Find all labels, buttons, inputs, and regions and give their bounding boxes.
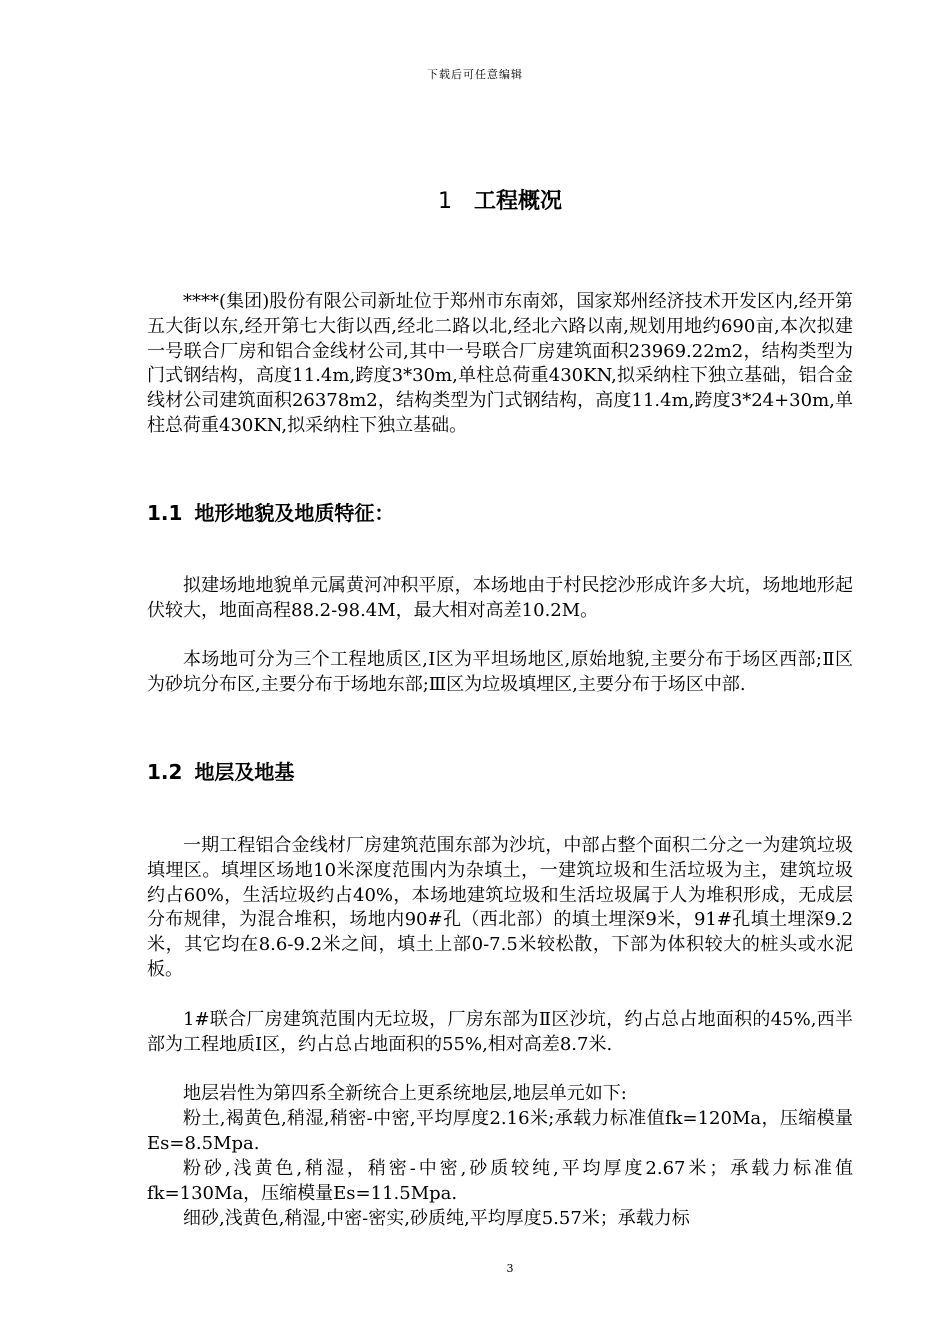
section-1-title: 工程概况	[473, 189, 562, 214]
silt-layer-paragraph: 粉土,褐黄色,稍湿,稍密-中密,平均厚度2.16米;承载力标准值fk=120Ma，压缩模量Es=8.5Mpa.	[147, 1108, 853, 1154]
fine-sand-layer-paragraph: 细砂,浅黄色,稍湿,中密-密实,砂质纯,平均厚度5.57米；承载力标	[183, 1208, 690, 1229]
strata-intro-paragraph: 地层岩性为第四系全新统合上更系统地层,地层单元如下:	[183, 1083, 627, 1104]
section-1-1-heading	[147, 497, 394, 526]
silty-sand-layer-paragraph: 粉砂,浅黄色,稍湿，稍密-中密,砂质较纯,平均厚度2.67米；承载力标准值fk=130Ma，压缩模量Es=11.5Mpa.	[147, 1158, 853, 1204]
terrain-paragraph: 拟建场地地貌单元属黄河冲积平原，本场地由于村民挖沙形成许多大坑，场地地形起伏较大，地面高程88.2-98.4M，最大相对高差10.2M。	[147, 575, 853, 621]
page-header: 下载后可任意编辑	[427, 68, 523, 81]
section-1-1-title: 地形地貌及地质特征：	[194, 501, 395, 525]
geology-zones-paragraph: 本场地可分为三个工程地质区,Ⅰ区为平坦场地区,原始地貌,主要分布于场区西部;Ⅱ区为砂坑分布区,主要分布于场地东部;Ⅲ区为垃圾填埋区,主要分布于场区中部.	[147, 649, 853, 695]
page-number: 3	[506, 1262, 514, 1275]
section-1-number: 1	[437, 189, 452, 214]
intro-paragraph: ****(集团)股份有限公司新址位于郑州市东南郊，国家郑州经济技术开发区内,经开第五大街以东,经开第七大街以西,经北二路以北,经北六路以南,规划用地约690亩,本次拟建一号联合厂房和铝合金线材公司,其中一号联合厂房建筑面积23969.22m2，结构类型为门式钢结构，高度11.4m,跨度3*30m,单柱总荷重430KN,拟采纳柱下独立基础，铝合金线材公司建筑面积26378m2，结构类型为门式钢结构，高度11.4m,跨度3*24+30m,单柱总荷重430KN,拟采纳柱下独立基础。	[147, 291, 853, 436]
section-1-2-number: 1.2	[147, 760, 183, 784]
fill-area-paragraph: 一期工程铝合金线材厂房建筑范围东部为沙坑，中部占整个面积二分之一为建筑垃圾填埋区。填埋区场地10米深度范围内为杂填土，一建筑垃圾和生活垃圾为主，建筑垃圾约占60%，生活垃圾约占40%，本场地建筑垃圾和生活垃圾属于人为堆积形成，无成层分布规律，为混合堆积，场地内90#孔（西北部）的填土埋深9米，91#孔填土埋深9.2米，其它均在8.6-9.2米之间，填土上部0-7.5米较松散，下部为体积较大的桩头或水泥板。	[147, 835, 853, 980]
section-1-heading	[0, 184, 950, 215]
section-1-1-number: 1.1	[147, 501, 183, 525]
plant-1-paragraph: 1#联合厂房建筑范围内无垃圾，厂房东部为Ⅱ区沙坑，约占总占地面积的45%,西半部为工程地质Ⅰ区，约占总占地面积的55%,相对高差8.7米.	[147, 1009, 853, 1055]
section-1-2-title: 地层及地基	[194, 760, 295, 784]
section-1-2-heading	[147, 756, 294, 785]
